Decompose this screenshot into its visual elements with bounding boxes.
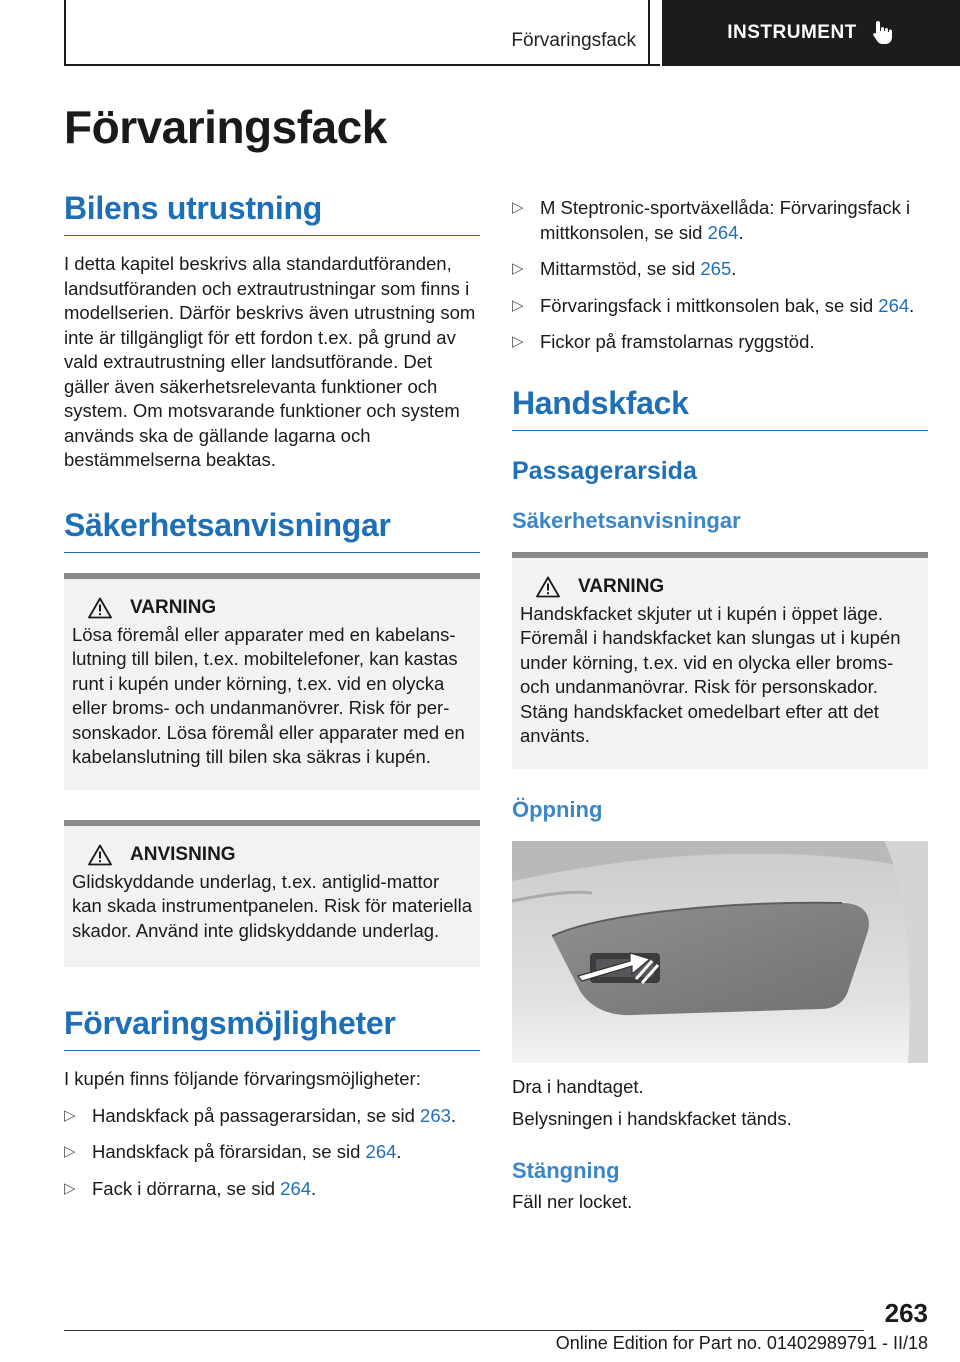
- header-divider-line: [648, 0, 650, 64]
- warning-box: [64, 573, 480, 790]
- paragraph-stangning: Fäll ner locket.: [512, 1190, 633, 1212]
- bullet-triangle-icon: ▷: [512, 260, 524, 277]
- bullet-triangle-icon: ▷: [64, 1179, 76, 1197]
- heading-handskfack: Handskfack: [512, 385, 928, 431]
- bullet-triangle-icon: ▷: [512, 333, 524, 350]
- header-rule: [64, 64, 660, 66]
- warning-label: VARNING: [130, 596, 217, 618]
- bullet-triangle-icon: ▷: [64, 1143, 76, 1160]
- warning-text: Handskfacket skjuter ut i kupén i öppet läge. Föremål i handskfacket kan slungas ut i kupén under körning, t.ex. vid en olycka eller broms- och undanmanövrar. Risk för personskador. Stäng handskfacket omedelbart efter att det använts.: [520, 602, 901, 746]
- notice-label: ANVISNING: [130, 843, 236, 865]
- heading-stangning: Stängning: [512, 1157, 620, 1183]
- hand-pointer-icon: [871, 20, 895, 46]
- header-chapter-label: INSTRUMENT: [727, 22, 857, 43]
- warning-header: [72, 597, 472, 619]
- list-item: ▷ Handskfack på förarsidan, se sid 264.: [64, 1140, 480, 1165]
- heading-passagerarsida: Passagerarsida: [512, 456, 697, 485]
- notice-triangle-icon: [88, 844, 112, 866]
- header-left-line: [64, 0, 66, 64]
- glovebox-handle-photo: [512, 841, 928, 1063]
- page-link[interactable]: 264: [280, 1177, 312, 1199]
- warning-text: Lösa föremål eller apparater med en kabelanslutning till bilen, t.ex. mobiltelefoner, kan kastas runt i kupén under körning, t.ex. vid en olycka eller broms- och undanmanövrer. Risk för personskador. Lösa föremål eller apparater med en kabelanslutning till bilen ska säkras i kupén.: [72, 623, 465, 767]
- paragraph-oppning-2: Belysningen i handskfacket tänds.: [512, 1108, 792, 1129]
- list-item: ▷ Förvaringsfack i mittkonsolen bak, se sid 264.: [512, 294, 928, 319]
- bullet-triangle-icon: ▷: [512, 296, 524, 314]
- heading-forvaringsmojligheter: Förvaringsmöjligheter: [64, 1005, 480, 1051]
- warning-label: VARNING: [578, 575, 665, 597]
- heading-sakerhetsanvisningar-handskfack: Säkerhetsanvisningar: [512, 507, 741, 533]
- paragraph-forvaringsmojligheter-intro: I kupén finns följande förvaringsmöjligheter:: [64, 1068, 421, 1089]
- header-section-title: Förvaringsfack: [511, 30, 636, 51]
- notice-box: [64, 820, 480, 968]
- warning-triangle-icon: [88, 597, 112, 619]
- list-item: ▷ Handskfack på passagerarsidan, se sid 263.: [64, 1104, 480, 1129]
- paragraph-bilens-utrustning: I detta kapitel beskrivs alla standardutföranden, landsutföranden och extrautrustningar som finns i modellserien. Därför beskrivs även utrustning som inte är tillgängligt för ett fordon t.ex. på grund av vald extrautrustning eller landsutförande. Det gäller även säkerhetsrelevanta funktioner och system. Om motsvarande funktioner och system används ska de gällande lagarna och bestämmelserna beaktas.: [64, 253, 476, 470]
- bullet-triangle-icon: ▷: [64, 1106, 76, 1124]
- paragraph-oppning-1: Dra i handtaget.: [512, 1075, 644, 1097]
- heading-oppning: Öppning: [512, 796, 603, 822]
- warning-box-glovebox: [512, 552, 928, 769]
- storage-options-list: [64, 1104, 480, 1202]
- footer-edition: Online Edition for Part no. 01402989791 - II/18: [555, 1333, 928, 1353]
- page-title: Förvaringsfack: [64, 101, 387, 153]
- list-item: ▷ Mittarmstöd, se sid 265.: [512, 257, 928, 282]
- header-chapter-tab[interactable]: [662, 0, 960, 66]
- notice-header: [72, 844, 472, 866]
- heading-bilens-utrustning: Bilens utrustning: [64, 190, 480, 236]
- page-link[interactable]: 264: [365, 1141, 397, 1162]
- footer-rule: [64, 1330, 864, 1331]
- page-link[interactable]: 263: [420, 1104, 451, 1126]
- page-link[interactable]: 264: [707, 221, 739, 243]
- list-item: ▷ Fickor på framstolarnas ryggstöd.: [512, 330, 928, 355]
- storage-options-list-cont: [512, 196, 928, 355]
- warning-header: [520, 576, 920, 598]
- page-link[interactable]: 265: [700, 258, 732, 279]
- page-link[interactable]: 264: [878, 294, 910, 316]
- warning-triangle-icon: [536, 576, 560, 598]
- page-number: 263: [884, 1298, 928, 1328]
- notice-text: Glidskyddande underlag, t.ex. antiglid-mattor kan skada instrumentpanelen. Risk för materiella skador. Använd inte glidskyddande underlag.: [72, 870, 472, 941]
- list-item: ▷ M Steptronic-sportväxellåda: Förvaringsfack i mittkonsolen, se sid 264.: [512, 197, 911, 243]
- bullet-triangle-icon: ▷: [512, 199, 524, 216]
- heading-sakerhetsanvisningar: Säkerhetsanvisningar: [64, 507, 480, 553]
- right-column: [512, 196, 928, 1214]
- list-item: ▷ Fack i dörrarna, se sid 264.: [64, 1177, 480, 1202]
- left-column: [64, 190, 480, 1213]
